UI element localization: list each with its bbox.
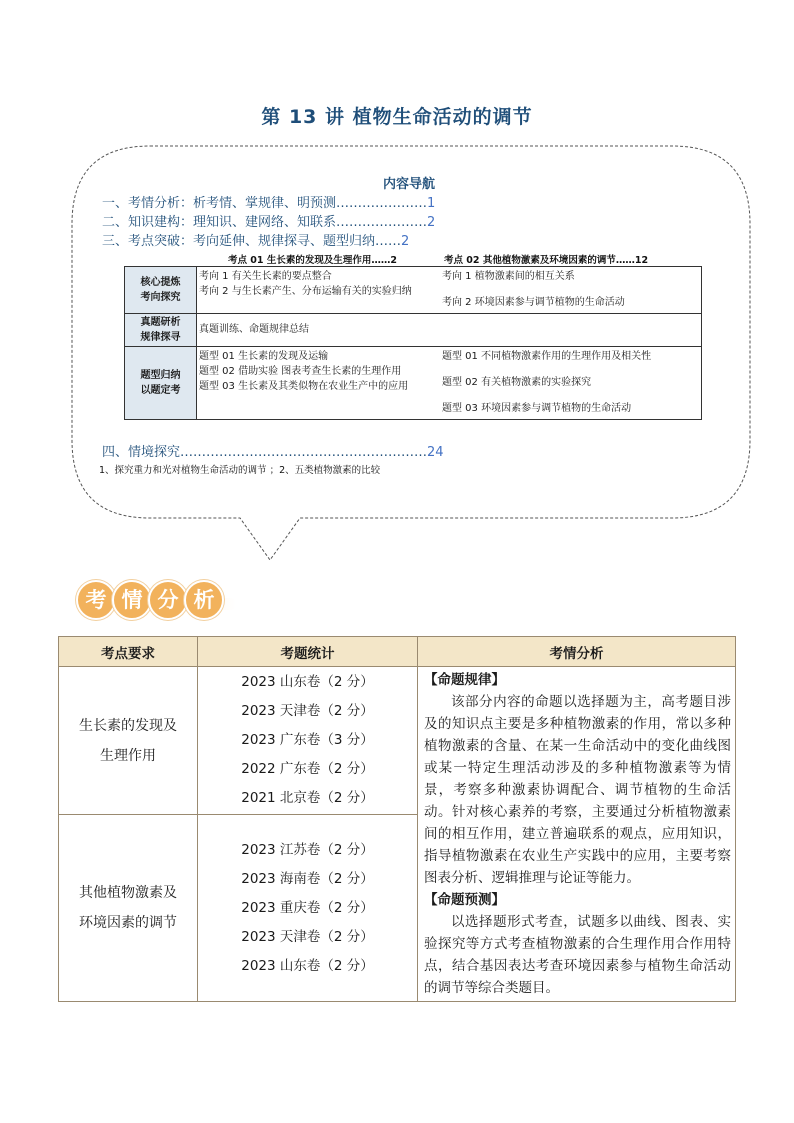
toc-item-3[interactable]: 三、考点突破：考向延伸、规律探寻、题型归纳……2: [102, 234, 410, 249]
table-row: [59, 667, 736, 815]
stats-cell: 2023 江苏卷（2 分） 2023 海南卷（2 分） 2023 重庆卷（2 分） 2023 天津卷（2 分） 2023 山东卷（2 分）: [198, 815, 418, 1002]
list-item[interactable]: 题型 02 借助实验 图表考查生长素的生理作用: [199, 366, 402, 377]
column-header: 考点要求: [59, 637, 198, 667]
list-item[interactable]: 真题训练、命题规律总结: [199, 324, 309, 335]
list-item[interactable]: 考向 1 植物激素间的相互关系: [442, 271, 575, 282]
column-header: 考题统计: [198, 637, 418, 667]
toc-item-4[interactable]: 四、情境探究…………………………………………………24: [102, 445, 444, 460]
predict-text: 以选择题形式考查，试题多以曲线、图表、实验探究等方式考查植物激素的合生理作用合作用特点，结合基因表达考查环境因素参与植物生命活动的调节等综合类题目。: [424, 914, 731, 996]
analysis-header-row: [59, 637, 736, 667]
point-01-link[interactable]: 考点 01 生长素的发现及生理作用……2: [228, 255, 397, 266]
banner-char: 情: [112, 580, 152, 620]
list-item[interactable]: 题型 02 有关植物激素的实验探究: [442, 377, 592, 388]
list-item[interactable]: 考向 2 环境因素参与调节植物的生命活动: [442, 297, 625, 308]
nav-row-exam: [125, 314, 702, 347]
page-title: 第 13 讲 植物生命活动的调节: [261, 106, 533, 128]
toc-item-1[interactable]: 一、考情分析：析考情、掌规律、明预测…………………1: [102, 196, 436, 211]
row-header: 题型归纳 以题定考: [125, 347, 197, 420]
nav-heading: 内容导航: [383, 177, 436, 192]
banner-char: 考: [76, 580, 116, 620]
list-item[interactable]: 题型 01 生长素的发现及运输: [199, 351, 329, 362]
stats-cell: 2023 山东卷（2 分） 2023 天津卷（2 分） 2023 广东卷（3 分） 2022 广东卷（2 分） 2021 北京卷（2 分）: [198, 667, 418, 815]
list-item[interactable]: 题型 01 不同植物激素作用的生理作用及相关性: [442, 351, 652, 362]
analysis-table: [58, 636, 736, 1002]
point-02-link[interactable]: 考点 02 其他植物激素及环境因素的调节……12: [444, 255, 649, 266]
list-item[interactable]: 考向 2 与生长素产生、分布运输有关的实验归纳: [199, 286, 412, 297]
list-item[interactable]: 题型 03 环境因素参与调节植物的生命活动: [442, 403, 632, 414]
predict-label: 【命题预测】: [424, 892, 505, 908]
banner-char: 析: [184, 580, 224, 620]
nav-row-types: [125, 347, 702, 420]
row-header: 真题研析 规律探寻: [125, 314, 197, 347]
toc-item-2[interactable]: 二、知识建构：理知识、建网络、知联系…………………2: [102, 215, 436, 230]
list-item[interactable]: 题型 03 生长素及其类似物在农业生产中的应用: [199, 381, 409, 392]
row-header: 核心提炼 考向探究: [125, 267, 197, 314]
rule-text: 该部分内容的命题以选择题为主，高考题目涉及的知识点主要是多种植物激素的作用，常以多种植物激素的含量、在某一生命活动中的变化曲线图或某一特定生理活动涉及的多种植物激素等为情景，考察多种激素协调配合、调节植物的生命活动。针对核心素养的考察，主要通过分析植物激素间的相互作用，建立普遍联系的观点，应用知识，指导植物激素在农业生产实践中的应用，主要考察图表分析、逻辑推理与论证等能力。: [424, 694, 731, 886]
nav-table: [124, 266, 702, 420]
banner-char: 分: [148, 580, 188, 620]
requirement-cell: 其他植物激素及 环境因素的调节: [59, 815, 198, 1002]
toc-item-4-sub[interactable]: 1、探究重力和光对植物生命活动的调节 ；2、五类植物激素的比较: [99, 465, 381, 476]
requirement-cell: 生长素的发现及 生理作用: [59, 667, 198, 815]
list-item[interactable]: 考向 1 有关生长素的要点整合: [199, 271, 332, 282]
column-header: 考情分析: [418, 637, 736, 667]
rule-label: 【命题规律】: [424, 672, 505, 688]
nav-row-core: [125, 267, 702, 314]
analysis-cell: [418, 667, 736, 1002]
